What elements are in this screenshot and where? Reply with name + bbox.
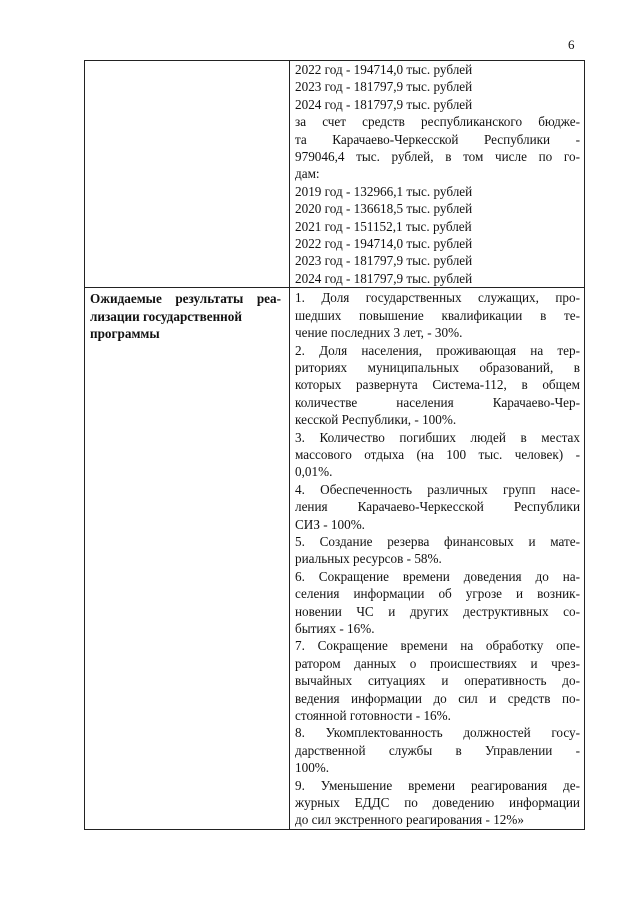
result-line: шедших повышение квалификации в те-: [295, 307, 580, 323]
regional-budget-line: за счет средств республиканского бюдже-: [295, 114, 580, 130]
result-line: вычайных ситуациях и оперативность до-: [295, 673, 580, 689]
result-line: ления Карачаево-Черкесской Республики: [295, 499, 580, 515]
funding-value-cell: [290, 61, 585, 288]
regional-budget-line: 979046,4 тыс. рублей, в том числе по го-: [295, 149, 580, 165]
result-line: риториях муниципальных образований, в: [295, 359, 580, 375]
year-line: 2020 год - 136618,5 тыс. рублей: [295, 201, 473, 217]
expected-results-list: [290, 288, 585, 830]
funding-line: 2022 год - 194714,0 тыс. рублей: [295, 62, 473, 77]
table-row-funding: [85, 61, 585, 288]
year-line: 2021 год - 151152,1 тыс. рублей: [295, 218, 472, 234]
result-line: 0,01%.: [295, 464, 333, 480]
result-line: дарственной службы в Управлении -: [295, 742, 580, 758]
result-line: 4. Обеспеченность различных групп насе-: [295, 481, 580, 497]
result-item-4: [295, 481, 580, 533]
regional-budget-line: дам:: [295, 166, 320, 182]
result-line: 7. Сокращение времени на обработку опе-: [295, 638, 580, 654]
result-line: 1. Доля государственных служащих, про-: [295, 290, 580, 306]
result-line: журных ЕДДС по доведению информации: [295, 795, 580, 811]
result-line: ведения информации до сил и средств по-: [295, 690, 580, 706]
year-line: 2024 год - 181797,9 тыс. рублей: [295, 270, 473, 286]
year-line: 2023 год - 181797,9 тыс. рублей: [295, 253, 473, 269]
label-line: программы: [90, 326, 160, 342]
result-item-3: [295, 429, 580, 481]
funding-line: 2023 год - 181797,9 тыс. рублей: [295, 79, 473, 95]
result-line: которых развернута Система-112, в общем: [295, 377, 580, 393]
result-item-9: [295, 777, 580, 829]
program-passport-table: [84, 60, 585, 830]
funding-line: 2024 год - 181797,9 тыс. рублей: [295, 96, 473, 112]
result-line: 6. Сокращение времени доведения до на-: [295, 568, 580, 584]
result-item-6: [295, 568, 580, 638]
result-line: 9. Уменьшение времени реагирования де-: [295, 777, 580, 793]
result-line: массового отдыха (на 100 тыс. человек) -: [295, 446, 580, 462]
table-row-expected-results: [85, 288, 585, 830]
result-item-7: [295, 637, 580, 724]
result-line: количестве населения Карачаево-Чер-: [295, 394, 580, 410]
result-line: до сил экстренного реагирования - 12%»: [295, 812, 524, 828]
result-line: кесской Республики, - 100%.: [295, 412, 457, 428]
result-line: селения информации об угрозе и возник-: [295, 586, 580, 602]
result-line: 8. Укомплектованность должностей госу-: [295, 725, 580, 741]
result-line: риальных ресурсов - 58%.: [295, 551, 442, 567]
result-line: бытиях - 16%.: [295, 621, 375, 636]
year-line: 2019 год - 132966,1 тыс. рублей: [295, 183, 473, 199]
label-line: лизации государственной: [90, 308, 242, 324]
result-line: чение последних 3 лет, - 30%.: [295, 325, 463, 341]
result-line: 100%.: [295, 760, 330, 776]
result-item-2: [295, 342, 580, 429]
result-line: СИЗ - 100%.: [295, 516, 365, 532]
expected-results-label: [85, 288, 290, 830]
result-item-1: [295, 289, 580, 341]
result-line: 2. Доля населения, проживающая на тер-: [295, 342, 580, 358]
funding-label-cell: [85, 61, 290, 288]
regional-budget-line: та Карачаево-Черкесской Республики -: [295, 131, 580, 147]
year-line: 2022 год - 194714,0 тыс. рублей: [295, 236, 473, 252]
label-line: Ожидаемые результаты реа-: [90, 291, 281, 307]
result-line: стоянной готовности - 16%.: [295, 708, 451, 724]
result-line: 5. Создание резерва финансовых и мате-: [295, 533, 580, 549]
result-line: ратором данных о происшествиях и чрез-: [295, 655, 580, 671]
result-line: 3. Количество погибших людей в местах: [295, 429, 580, 445]
result-item-8: [295, 724, 580, 776]
page-number: 6: [568, 37, 575, 52]
result-line: новении ЧС и других деструктивных со-: [295, 603, 580, 619]
result-item-5: [295, 533, 580, 568]
